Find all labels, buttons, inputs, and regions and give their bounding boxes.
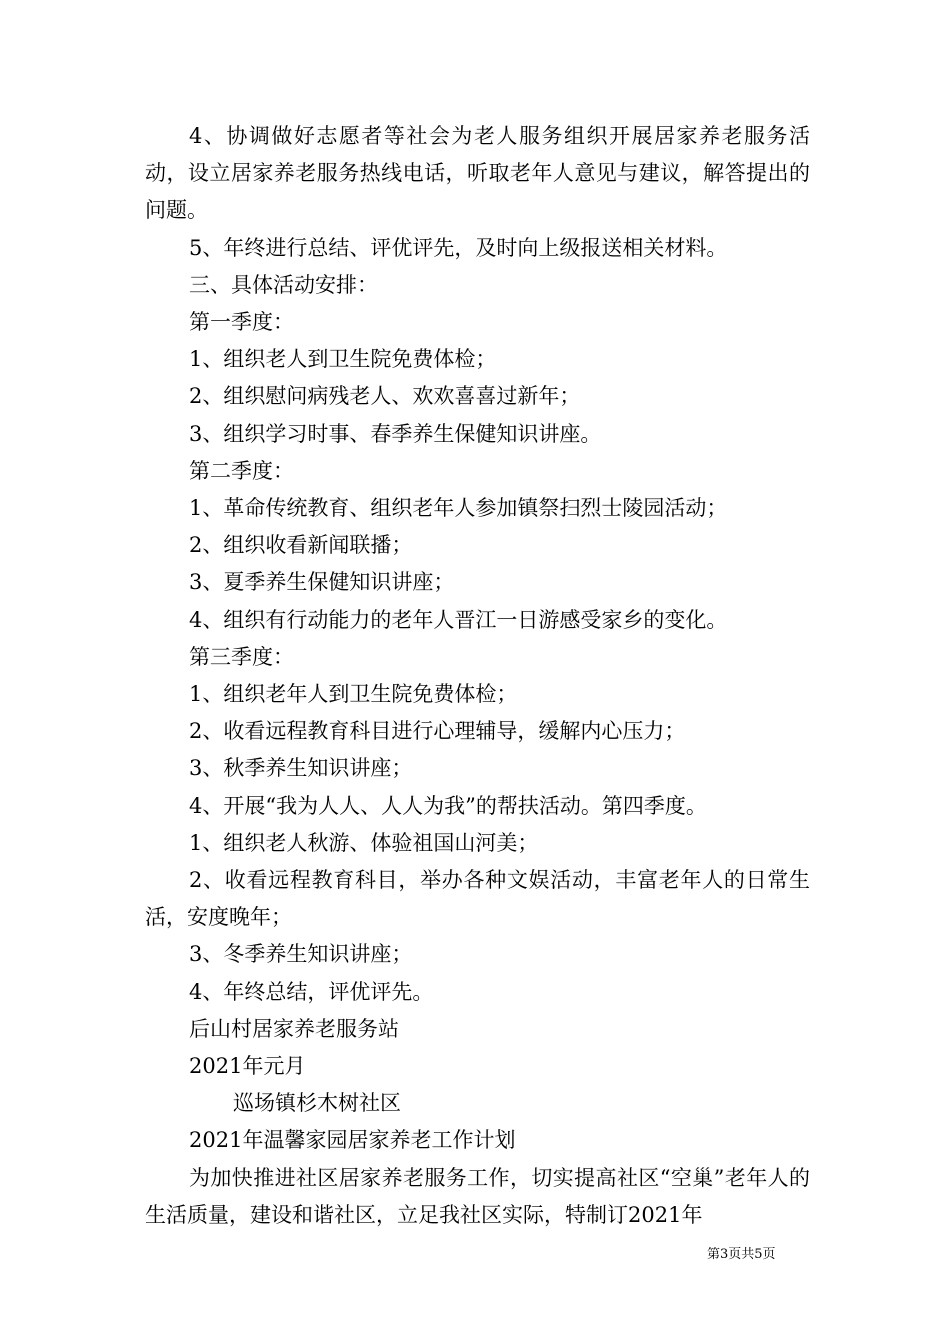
paragraph-item-4-coordinate: 4、协调做好志愿者等社会为老人服务组织开展居家养老服务活动，设立居家养老服务热线电话，听取老年人意见与建议，解答提出的问题。 [145, 124, 810, 223]
document-body [145, 118, 810, 1234]
signature-date: 2021年元月 [189, 1054, 306, 1079]
section-heading-activities: 三、具体活动安排： [189, 272, 378, 297]
q3-item-4: 4、开展“我为人人、人人为我”的帮扶活动。第四季度。 [189, 793, 707, 818]
q2-item-3: 3、夏季养生保健知识讲座； [189, 570, 455, 595]
q1-item-2: 2、组织慰问病残老人、欢欢喜喜过新年； [189, 384, 581, 409]
q3-item-1: 1、组织老年人到卫生院免费体检； [189, 682, 518, 707]
page-number-footer: 第3页共5页 [707, 1247, 776, 1262]
quarter-heading-q2: 第二季度： [189, 458, 294, 483]
q4-item-4: 4、年终总结，评优评先。 [189, 979, 434, 1004]
q2-item-4: 4、组织有行动能力的老年人晋江一日游感受家乡的变化。 [189, 607, 728, 632]
quarter-heading-q1: 第一季度： [189, 310, 294, 335]
next-doc-intro-paragraph: 为加快推进社区居家养老服务工作，切实提高社区“空巢”老年人的生活质量，建设和谐社区，立足我社区实际，特制订2021年 [145, 1165, 810, 1227]
q1-item-3: 3、组织学习时事、春季养生保健知识讲座。 [189, 421, 602, 446]
q4-item-1: 1、组织老人秋游、体验祖国山河美； [189, 830, 539, 855]
next-doc-community-name: 巡场镇杉木树社区 [233, 1091, 401, 1116]
paragraph-item-5-year-end: 5、年终进行总结、评优评先，及时向上级报送相关材料。 [189, 235, 728, 260]
q4-item-3: 3、冬季养生知识讲座； [189, 942, 413, 967]
q3-item-3: 3、秋季养生知识讲座； [189, 756, 413, 781]
signature-organization: 后山村居家养老服务站 [189, 1016, 399, 1041]
quarter-heading-q3: 第三季度： [189, 644, 294, 669]
q4-item-2: 2、收看远程教育科目，举办各种文娱活动，丰富老年人的日常生活，安度晚年； [145, 868, 810, 930]
q1-item-1: 1、组织老人到卫生院免费体检； [189, 347, 497, 372]
q2-item-2: 2、组织收看新闻联播； [189, 533, 413, 558]
q3-item-2: 2、收看远程教育科目进行心理辅导，缓解内心压力； [189, 719, 686, 744]
next-doc-title: 2021年温馨家园居家养老工作计划 [189, 1128, 516, 1153]
q2-item-1: 1、革命传统教育、组织老年人参加镇祭扫烈士陵园活动； [189, 496, 728, 521]
